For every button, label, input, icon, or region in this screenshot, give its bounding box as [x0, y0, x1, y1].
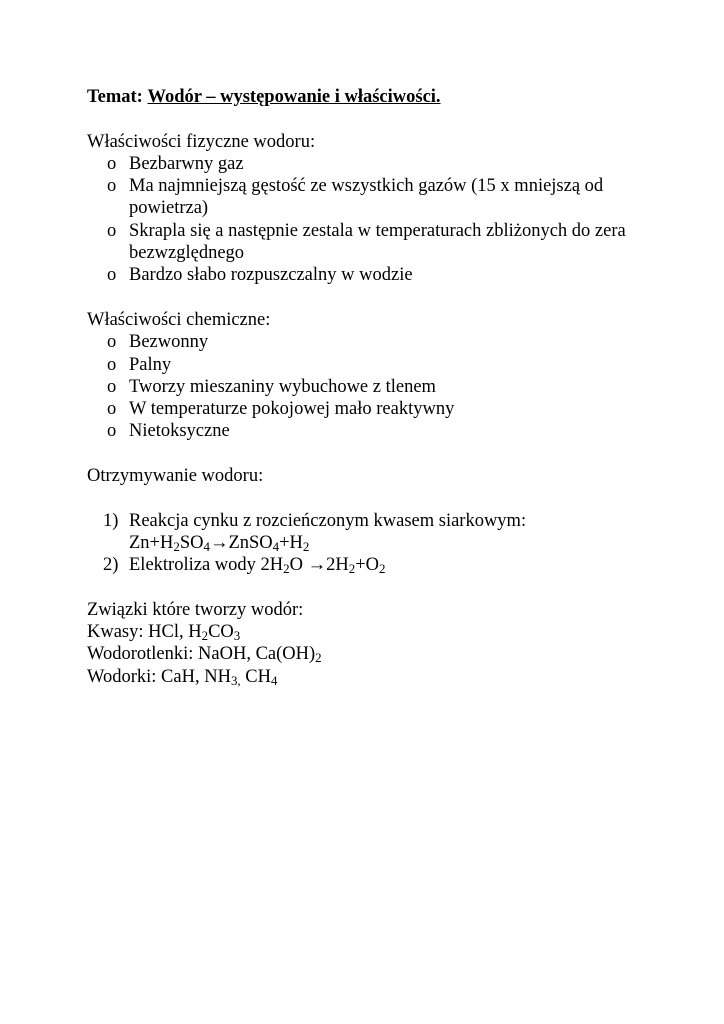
formula-subscript: 2 — [173, 539, 180, 555]
list-item-text: Nietoksyczne — [129, 421, 230, 442]
spacer — [87, 108, 677, 130]
numbered-item — [87, 510, 677, 555]
formula-text: SO — [179, 532, 204, 553]
spacer — [87, 287, 677, 309]
bullet-icon: o — [107, 220, 117, 241]
compounds-line-hydrides — [87, 666, 677, 688]
title-text: Wodór – występowanie i właściwości. — [147, 87, 441, 107]
formula-subscript: 2 — [283, 561, 290, 577]
list-item — [87, 420, 677, 442]
formula-subscript: 2 — [201, 628, 209, 644]
formula-text: →ZnSO — [209, 532, 273, 553]
bullet-icon: o — [107, 421, 117, 442]
reaction-formula — [261, 555, 386, 575]
item-number: 2) — [103, 555, 119, 576]
list-item — [87, 153, 677, 175]
formula-text: Wodorotlenki: NaOH, Ca(OH) — [87, 644, 316, 665]
compounds-line-acids — [87, 621, 677, 643]
formula-text: +O — [355, 555, 379, 576]
list-item-text: Bardzo słabo rozpuszczalny w wodzie — [129, 265, 413, 286]
document-content — [87, 86, 677, 688]
item-number: 1) — [103, 510, 119, 531]
list-item-text: W temperaturze pokojowej mało reaktywny — [129, 399, 455, 420]
list-item — [87, 175, 677, 220]
obtaining-list — [87, 510, 677, 577]
list-item-text: Palny — [129, 354, 172, 375]
compounds-line-hydroxides — [87, 643, 677, 665]
list-item — [87, 220, 677, 265]
list-item-text: Tworzy mieszaniny wybuchowe z tlenem — [129, 376, 436, 397]
list-item — [87, 354, 677, 376]
bullet-icon: o — [107, 153, 117, 174]
list-item — [87, 376, 677, 398]
formula-text: Zn+H — [129, 532, 174, 553]
formula-subscript: 2 — [378, 561, 386, 577]
formula-text: +H — [279, 532, 303, 553]
obtaining-heading: Otrzymywanie wodoru: — [87, 466, 264, 487]
formula-text: Wodorki: CaH, NH — [87, 666, 231, 687]
item-text: Elektroliza wody — [129, 555, 261, 576]
item-text: Reakcja cynku z rozcieńczonym kwasem siarkowym: — [129, 510, 527, 531]
spacer — [87, 443, 677, 465]
list-item — [87, 331, 677, 353]
spacer — [87, 577, 677, 599]
chemical-properties-heading: Właściwości chemiczne: — [87, 309, 271, 330]
list-item — [87, 264, 677, 286]
formula-subscript: 4 — [270, 672, 278, 688]
physical-properties-heading: Właściwości fizyczne wodoru: — [87, 131, 316, 152]
bullet-icon: o — [107, 354, 117, 375]
list-item — [87, 398, 677, 420]
bullet-icon: o — [107, 265, 117, 286]
bullet-icon: o — [107, 332, 117, 353]
reaction-formula — [129, 533, 309, 553]
title-label: Temat: — [87, 87, 143, 107]
formula-subscript: 3, — [230, 672, 241, 688]
physical-properties-list — [87, 153, 677, 287]
page-title — [87, 86, 677, 108]
formula-subscript: 2 — [348, 561, 356, 577]
list-item-text: Ma najmniejszą gęstość ze wszystkich gazów (15 x mniejszą od powietrza) — [129, 176, 604, 219]
formula-subscript: 4 — [272, 539, 280, 555]
formula-text: Kwasy: HCl, H — [87, 622, 202, 643]
bullet-icon: o — [107, 376, 117, 397]
formula-text: CO — [208, 622, 234, 643]
formula-subscript: 2 — [315, 650, 322, 666]
list-item-text: Bezbarwny gaz — [129, 153, 244, 174]
bullet-icon: o — [107, 399, 117, 420]
formula-text: CH — [240, 666, 271, 687]
chemical-properties-list — [87, 331, 677, 442]
numbered-item — [87, 554, 677, 576]
list-item-text: Skrapla się a następnie zestala w temperaturach zbliżonych do zera bezwzględnego — [129, 220, 626, 264]
formula-subscript: 4 — [203, 539, 210, 555]
formula-text: O →2H — [289, 555, 349, 576]
bullet-icon: o — [107, 176, 117, 197]
formula-text: 2H — [260, 555, 284, 576]
formula-subscript: 3 — [233, 628, 241, 644]
formula-subscript: 2 — [302, 539, 310, 555]
compounds-heading: Związki które tworzy wodór: — [87, 599, 304, 620]
list-item-text: Bezwonny — [129, 332, 209, 353]
spacer — [87, 487, 677, 509]
